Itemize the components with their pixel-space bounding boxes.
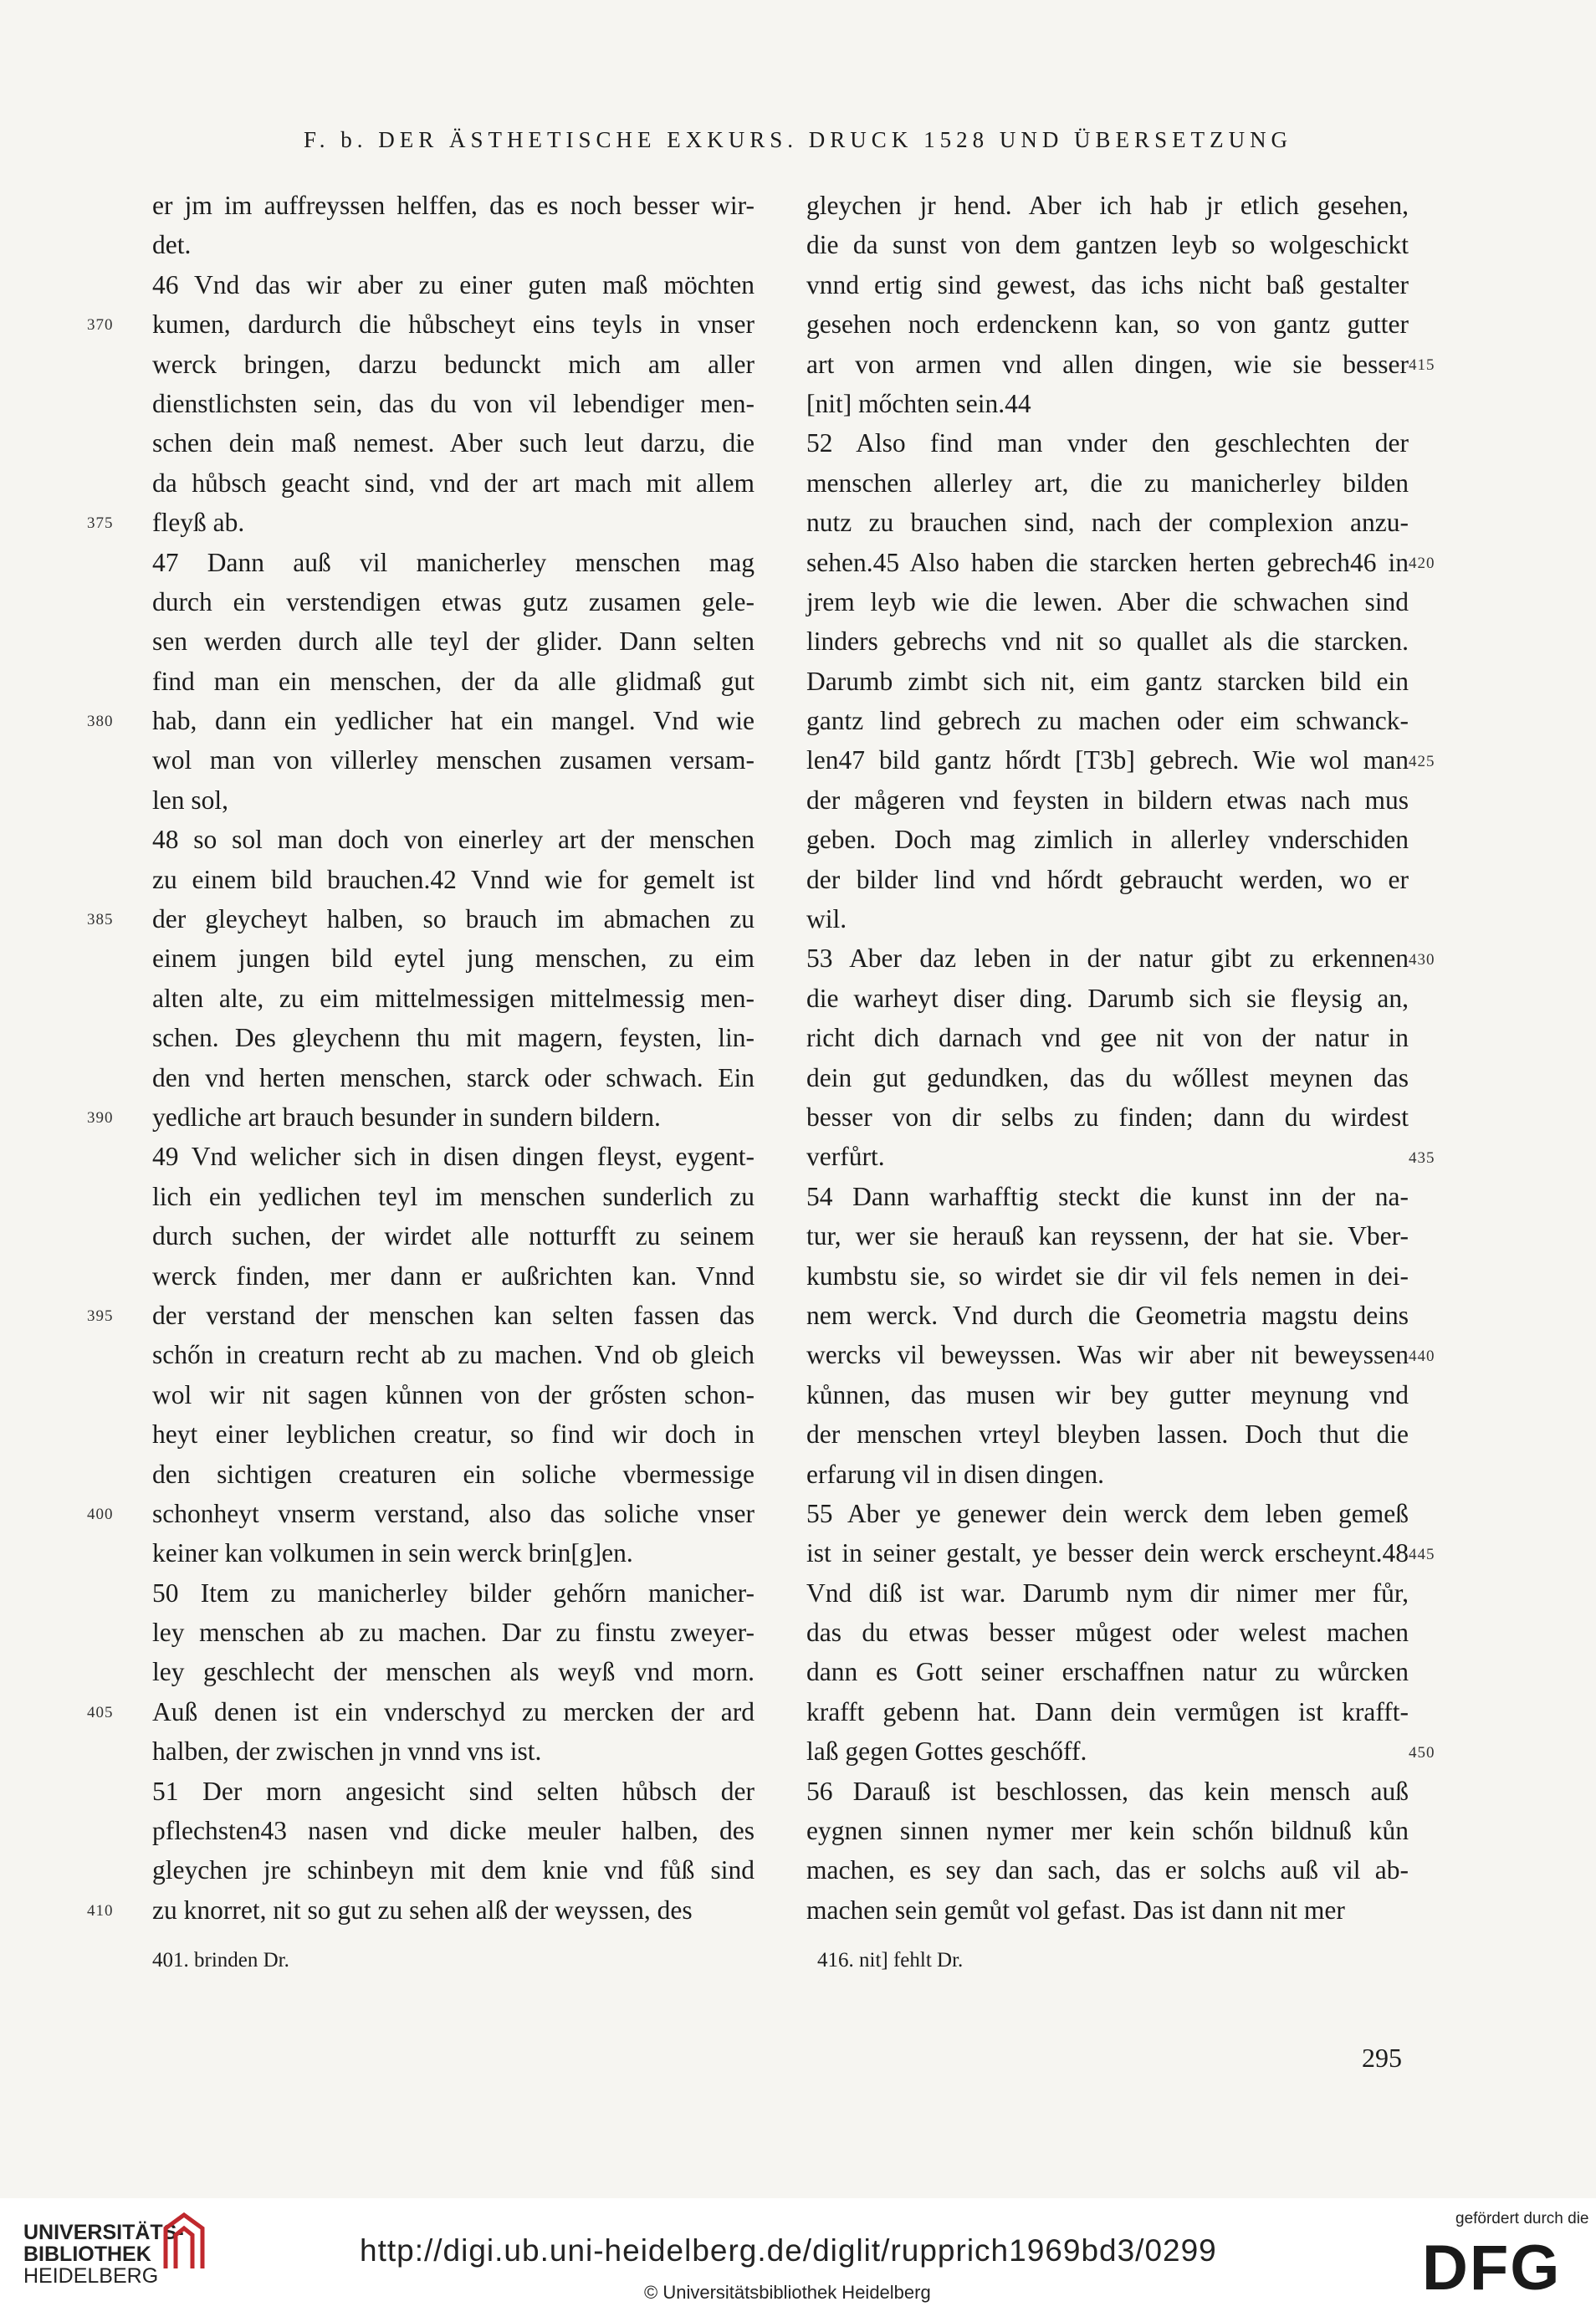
- text-line: keiner kan volkumen in sein werck brin[g]en.: [152, 1538, 633, 1568]
- text-line: kůnnen, das musen wir bey gutter meynung vnd: [806, 1379, 1409, 1409]
- text-line: besser von dir selbs zu finden; dann du wirdest: [806, 1102, 1409, 1132]
- library-name-line2: BIBLIOTHEK: [23, 2243, 151, 2266]
- text-line: ist in seiner gestalt, ye besser dein werck erscheynt.48: [806, 1538, 1409, 1568]
- text-line: zu einem bild brauchen.42 Vnnd wie for gemelt ist: [152, 864, 755, 894]
- text-line: eygnen sinnen nymer mer kein schőn bildnuß kůn: [806, 1816, 1409, 1846]
- text-line: der gleycheyt halben, so brauch im abmachen zu: [152, 904, 755, 934]
- text-line: ley geschlecht der menschen als weyß vnd morn.: [152, 1657, 755, 1687]
- text-line: ley menschen ab zu machen. Dar zu finstu zweyer-: [152, 1618, 755, 1648]
- line-number: 415: [1409, 355, 1435, 374]
- text-line: den sichtigen creaturen ein soliche vbermessige: [152, 1459, 755, 1489]
- text-line: erfarung vil in disen dingen.: [806, 1459, 1105, 1489]
- text-line: 46 Vnd das wir aber zu einer guten maß möchten: [152, 269, 755, 299]
- line-number: 375: [87, 514, 114, 533]
- text-line: wol man von villerley menschen zusamen versam-: [152, 745, 755, 775]
- text-line: durch ein verstendigen etwas gutz zusamen gele-: [152, 586, 755, 616]
- text-line: durch suchen, der wirdet alle notturfft zu seinem: [152, 1221, 755, 1251]
- text-line: dienstlichsten sein, das du von vil lebendiger men-: [152, 388, 755, 418]
- text-line: art von armen vnd allen dingen, wie sie besser: [806, 349, 1409, 379]
- text-line: geben. Doch mag zimlich in allerley vnderschiden: [806, 825, 1409, 855]
- text-line: Auß denen ist ein vnderschyd zu mercken der ard: [152, 1696, 755, 1726]
- line-number: 435: [1409, 1148, 1435, 1167]
- line-number: 445: [1409, 1545, 1435, 1563]
- text-line: len sol,: [152, 785, 228, 815]
- text-line: 50 Item zu manicherley bilder gehőrn manicher-: [152, 1578, 755, 1608]
- text-line: 55 Aber ye genewer dein werck dem leben gemeß: [806, 1498, 1409, 1528]
- text-line: das du etwas besser můgest oder welest machen: [806, 1618, 1409, 1648]
- text-line: menschen allerley art, die zu manicherley bilden: [806, 468, 1409, 498]
- line-number: 400: [87, 1506, 114, 1524]
- text-line: die warheyt diser ding. Darumb sich sie fleysig an,: [806, 983, 1409, 1013]
- text-line: richt dich darnach vnd gee nit von der natur in: [806, 1023, 1409, 1053]
- text-line: der mågeren vnd feysten in bildern etwas nach mus: [806, 785, 1409, 815]
- text-line: werck finden, mer dann er außrichten kan. Vnnd: [152, 1261, 755, 1291]
- text-line: der verstand der menschen kan selten fassen das: [152, 1300, 755, 1330]
- text-line: sen werden durch alle teyl der glider. Dann selten: [152, 627, 755, 657]
- text-line: 48 so sol man doch von einerley art der menschen: [152, 825, 755, 855]
- text-line: tur, wer sie herauß kan reyssenn, der hat sie. Vber-: [806, 1221, 1409, 1251]
- text-line: [nit] mőchten sein.44: [806, 388, 1031, 418]
- text-line: schőn in creaturn recht ab zu machen. Vnd ob gleich: [152, 1340, 755, 1370]
- text-line: gleychen jr hend. Aber ich hab jr etlich gesehen,: [806, 191, 1409, 220]
- line-number: 380: [87, 713, 114, 731]
- footer-bar: [0, 2198, 1596, 2322]
- text-line: pflechsten43 nasen vnd dicke meuler halben, des: [152, 1816, 755, 1846]
- text-line: 53 Aber daz leben in der natur gibt zu erkennen: [806, 944, 1409, 974]
- text-line: gleychen jre schinbeyn mit dem knie vnd fůß sind: [152, 1855, 755, 1885]
- line-number: 410: [87, 1902, 114, 1921]
- line-number: 385: [87, 911, 114, 929]
- text-line: kumen, dardurch die hůbscheyt eins teyls in vnser: [152, 309, 755, 340]
- funded-by-label: gefördert durch die: [1455, 2210, 1589, 2227]
- line-number: 420: [1409, 554, 1435, 572]
- left-column: [152, 186, 755, 1930]
- text-line: hab, dann ein yedlicher hat ein mangel. Vnd wie: [152, 706, 755, 736]
- right-column: [806, 186, 1409, 1930]
- library-logo-icon: [159, 2210, 209, 2277]
- text-line: vnnd ertig sind gewest, das ichs nicht baß gestalter: [806, 269, 1409, 299]
- text-line: wil.: [806, 904, 847, 934]
- text-line: det.: [152, 230, 192, 260]
- text-line: schen dein maß nemest. Aber such leut darzu, die: [152, 428, 755, 458]
- running-head: F. b. DER ÄSTHETISCHE EXKURS. DRUCK 1528 UND ÜBERSETZUNG: [303, 127, 1293, 152]
- text-line: laß gegen Gottes geschőff.: [806, 1736, 1087, 1767]
- text-line: fleyß ab.: [152, 508, 245, 538]
- text-line: find man ein menschen, der da alle glidmaß gut: [152, 666, 755, 696]
- text-line: kumbstu sie, so wirdet sie dir vil fels nemen in dei-: [806, 1261, 1409, 1291]
- text-line: gesehen noch erdenckenn kan, so von gantz gutter: [806, 309, 1409, 340]
- text-line: nutz zu brauchen sind, nach der complexion anzu-: [806, 508, 1409, 538]
- text-line: alten alte, zu eim mittelmessigen mittelmessig men-: [152, 983, 755, 1013]
- line-number: 405: [87, 1704, 114, 1722]
- text-line: dein gut gedundken, das du wőllest meynen das: [806, 1062, 1409, 1092]
- library-name-line3: HEIDELBERG: [23, 2264, 159, 2288]
- library-name-line1: UNIVERSITÄTS-: [23, 2221, 184, 2244]
- page-number: 295: [1362, 2043, 1402, 2073]
- text-line: gantz lind gebrech zu machen oder eim schwanck-: [806, 706, 1409, 736]
- text-line: len47 bild gantz hőrdt [T3b] gebrech. Wie wol man: [806, 745, 1409, 775]
- line-number: 390: [87, 1109, 114, 1128]
- text-line: halben, der zwischen jn vnnd vns ist.: [152, 1736, 542, 1767]
- line-number: 440: [1409, 1347, 1435, 1365]
- text-line: werck bringen, darzu bedunckt mich am aller: [152, 349, 755, 379]
- text-line: verfůrt.: [806, 1142, 885, 1172]
- text-line: machen sein gemůt vol gefast. Das ist dann nit mer: [806, 1895, 1345, 1925]
- footnote-left: 401. brinden Dr.: [152, 1949, 289, 1972]
- line-number: 430: [1409, 950, 1435, 969]
- text-line: wercks vil beweyssen. Was wir aber nit beweyssen: [806, 1340, 1409, 1370]
- text-line: 47 Dann auß vil manicherley menschen mag: [152, 547, 755, 577]
- footnote-right: 416. nit] fehlt Dr.: [817, 1949, 964, 1972]
- text-line: einem jungen bild eytel jung menschen, zu eim: [152, 944, 755, 974]
- text-line: 54 Dann warhafftig steckt die kunst inn der na-: [806, 1181, 1409, 1211]
- text-line: machen, es sey dan sach, das er solchs auß vil ab-: [806, 1855, 1409, 1885]
- text-line: wol wir nit sagen kůnnen von der grősten schon-: [152, 1379, 755, 1409]
- text-line: die da sunst von dem gantzen leyb so wolgeschickt: [806, 230, 1409, 260]
- text-line: yedliche art brauch besunder in sundern bildern.: [152, 1102, 661, 1132]
- text-line: linders gebrechs vnd nit so quallet als die starcken.: [806, 627, 1409, 657]
- text-line: heyt einer leyblichen creatur, so find wir doch in: [152, 1419, 755, 1450]
- copyright-notice: © Universitätsbibliothek Heidelberg: [644, 2282, 931, 2303]
- text-line: er jm im auffreyssen helffen, das es noch besser wir-: [152, 191, 755, 220]
- text-line: lich ein yedlichen teyl im menschen sunderlich zu: [152, 1181, 755, 1211]
- text-line: schonheyt vnserm verstand, also das soliche vnser: [152, 1498, 755, 1528]
- text-line: Vnd diß ist war. Darumb nym dir nimer mer fůr,: [806, 1578, 1409, 1608]
- text-line: der menschen vrteyl bleyben lassen. Doch thut die: [806, 1419, 1409, 1450]
- text-line: 52 Also find man vnder den geschlechten der: [806, 428, 1409, 458]
- source-url-link[interactable]: http://digi.ub.uni-heidelberg.de/diglit/rupprich1969bd3/0299: [360, 2233, 1217, 2268]
- line-number: 395: [87, 1307, 114, 1326]
- text-line: der bilder lind vnd hőrdt gebraucht werden, wo er: [806, 864, 1409, 894]
- line-number: 425: [1409, 752, 1435, 770]
- text-line: den vnd herten menschen, starck oder schwach. Ein: [152, 1062, 755, 1092]
- text-line: da hůbsch geacht sind, vnd der art mach mit allem: [152, 468, 755, 498]
- text-line: jrem leyb wie die lewen. Aber die schwachen sind: [806, 586, 1409, 616]
- text-line: schen. Des gleychenn thu mit magern, feysten, lin-: [152, 1023, 755, 1053]
- text-line: nem werck. Vnd durch die Geometria magstu deins: [806, 1300, 1409, 1330]
- text-line: 51 Der morn angesicht sind selten hůbsch der: [152, 1776, 755, 1806]
- text-line: dann es Gott seiner erschaffnen natur zu wůrcken: [806, 1657, 1409, 1687]
- text-line: 49 Vnd welicher sich in disen dingen fleyst, eygent-: [152, 1142, 755, 1172]
- text-line: zu knorret, nit so gut zu sehen alß der weyssen, des: [152, 1895, 693, 1925]
- text-line: Darumb zimbt sich nit, eim gantz starcken bild ein: [806, 666, 1409, 696]
- line-number: 370: [87, 316, 114, 335]
- line-number: 450: [1409, 1743, 1435, 1762]
- text-line: sehen.45 Also haben die starcken herten gebrech46 in: [806, 547, 1409, 577]
- text-line: krafft gebenn hat. Dann dein vermůgen ist krafft-: [806, 1696, 1409, 1726]
- dfg-logo: DFG: [1422, 2232, 1562, 2304]
- text-line: 56 Darauß ist beschlossen, das kein mensch auß: [806, 1776, 1409, 1806]
